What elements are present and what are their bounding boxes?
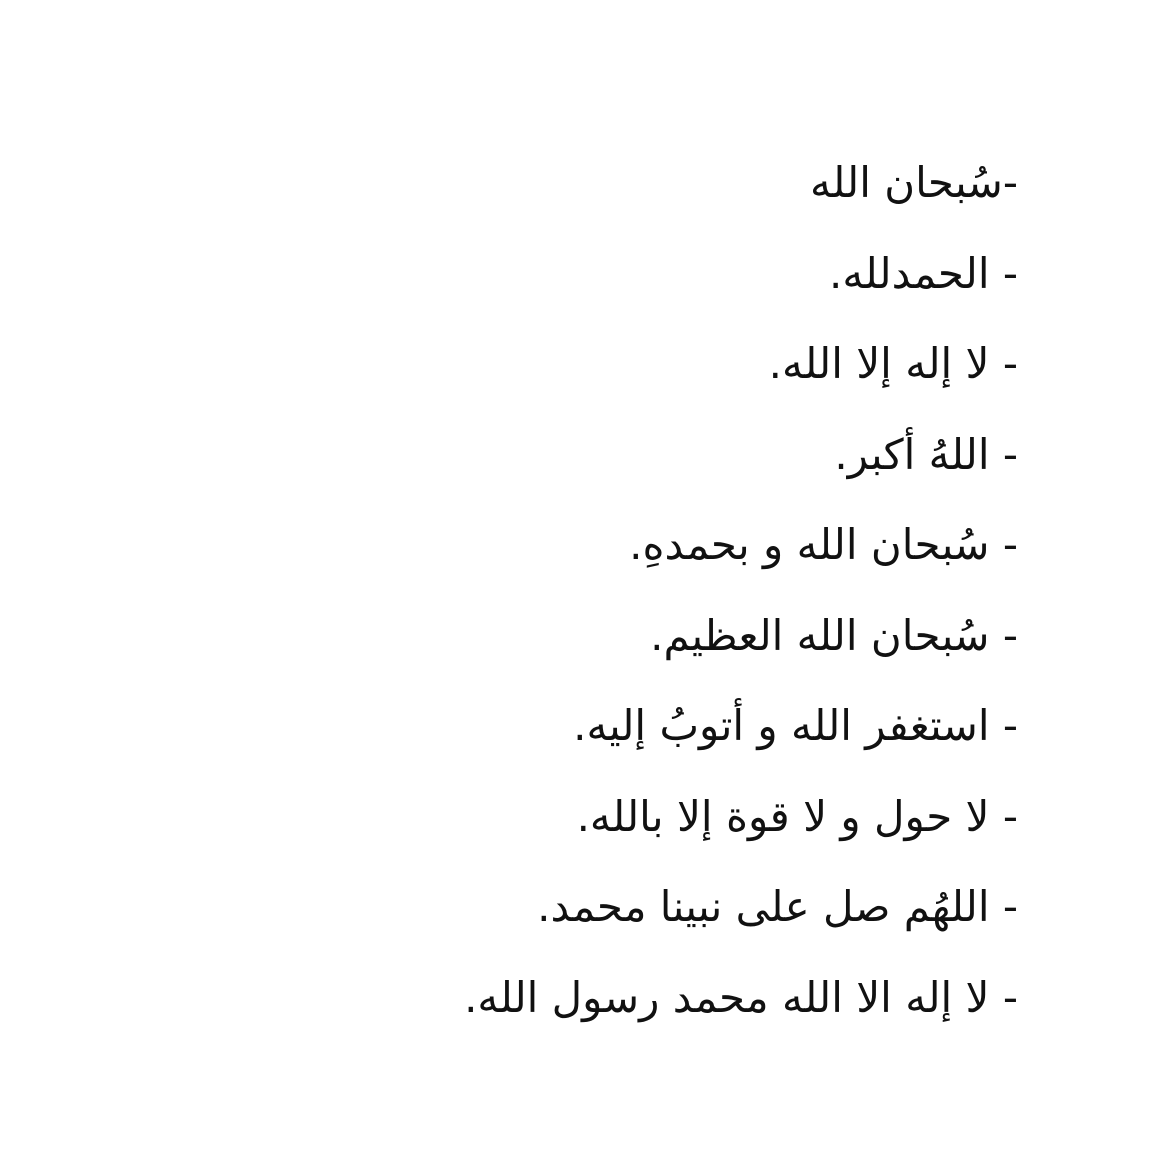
dhikr-line: - سُبحان الله و بحمدهِ. (629, 520, 1018, 569)
dhikr-line: - لا حول و لا قوة إلا بالله. (576, 791, 1018, 841)
dhikr-line: - استغفر الله و أتوبُ إليه. (573, 701, 1018, 750)
dhikr-line: - اللهُم صل على نبينا محمد. (537, 882, 1018, 931)
dhikr-line: - لا إله الا الله محمد رسول الله. (464, 972, 1018, 1022)
dhikr-line: - سُبحان الله العظيم. (650, 610, 1018, 660)
dhikr-line: -سُبحان الله (809, 158, 1018, 207)
dhikr-list (258, 144, 1018, 1049)
dhikr-line: - الحمدلله. (829, 248, 1018, 298)
dhikr-line: - لا إله إلا الله. (768, 339, 1018, 388)
dhikr-line: - اللهُ أكبر. (834, 429, 1018, 479)
